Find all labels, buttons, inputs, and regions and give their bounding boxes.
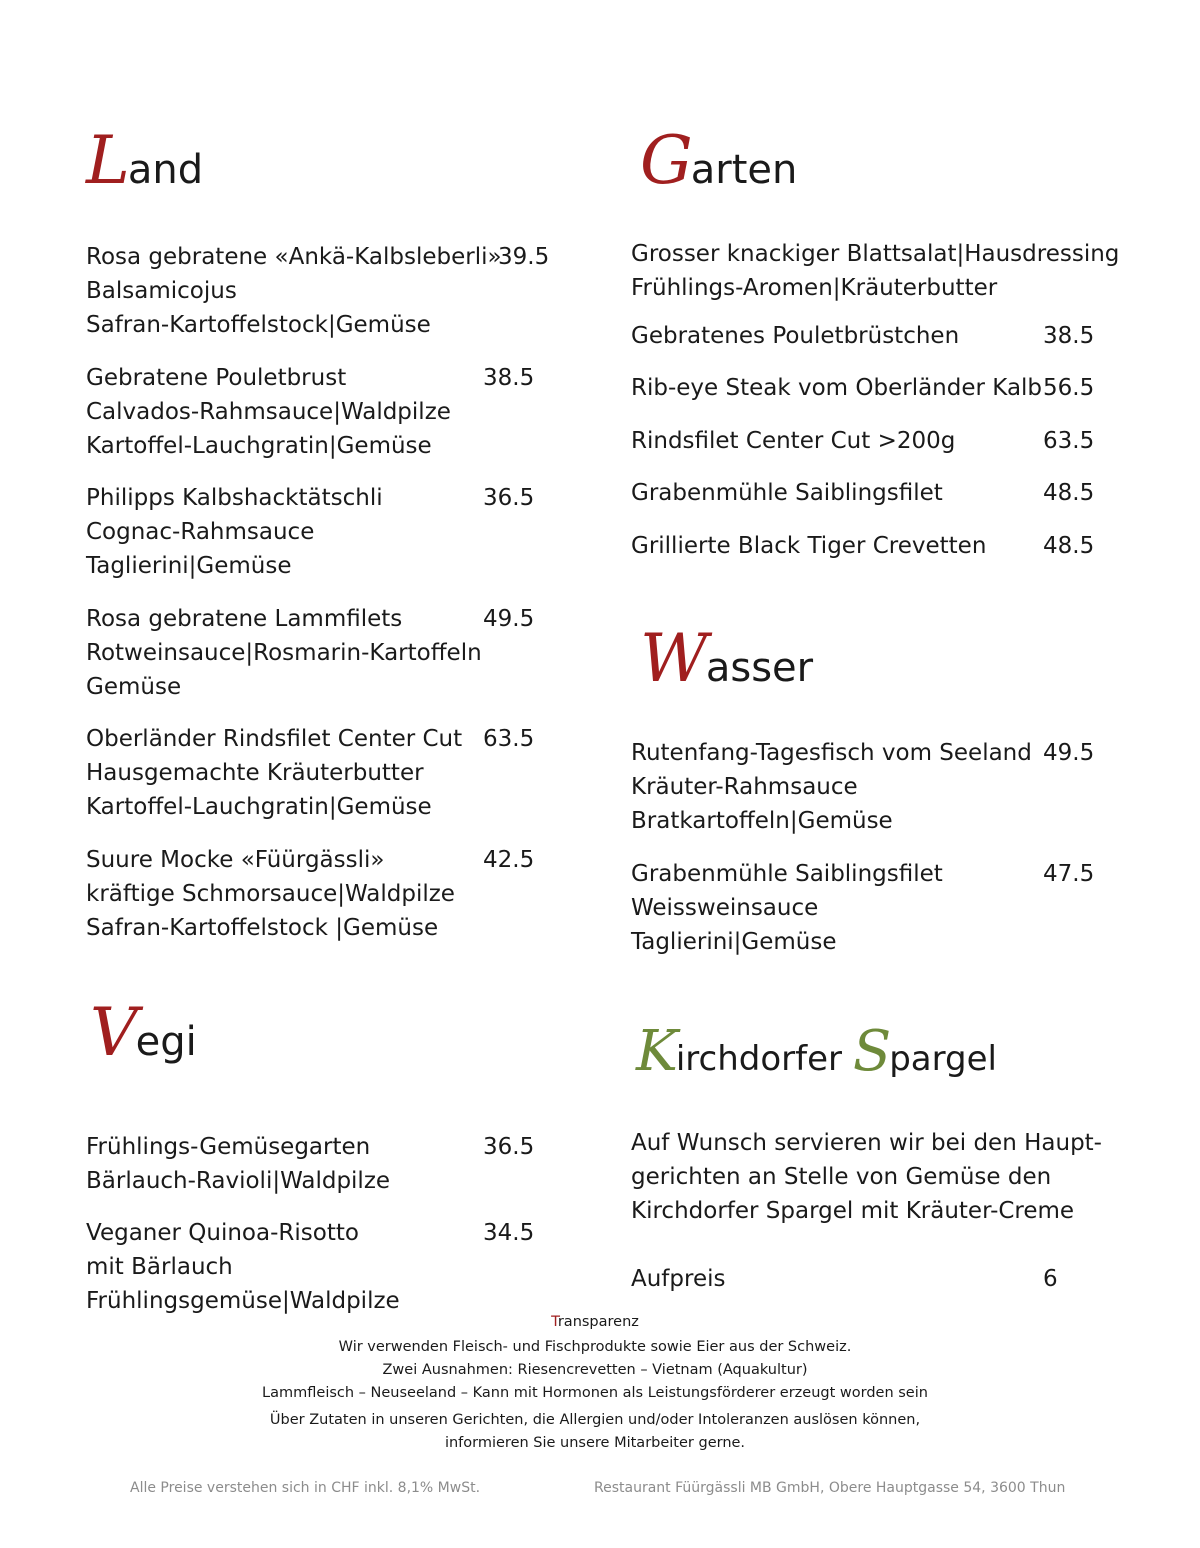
menu-item [631,237,1120,305]
dish-price: 63.5 [483,726,535,752]
heading-wasser-initial: W [640,620,706,697]
heading-wasser-rest: asser [705,645,814,691]
menu-item [86,1130,546,1198]
dish-detail: Kräuter-Rahmsauce [631,774,858,800]
transparency-line: informieren Sie unsere Mitarbeiter gerne. [444,1435,746,1451]
dish-detail: Balsamicojus [86,278,237,304]
dish-detail: Safran-Kartoffelstock|Gemüse [86,312,431,338]
dish-name: Oberländer Rindsfilet Center Cut [86,726,463,752]
transparency-title-rest: ransparenz [557,1314,639,1330]
dish-name: Veganer Quinoa-Risotto [86,1220,359,1246]
transparency-line: Wir verwenden Fleisch- und Fischprodukte sowie Eier aus der Schweiz. [338,1339,852,1355]
dish-price: 56.5 [1043,375,1095,401]
dish-detail: Kartoffel-Lauchgratin|Gemüse [86,433,432,459]
menu-item [631,476,1101,510]
dish-detail: Taglierini|Gemüse [86,553,292,579]
dish-price: 63.5 [1043,428,1095,454]
heading-spargel-initial-k: K [636,1019,676,1084]
dish-detail: Cognac-Rahmsauce [86,519,315,545]
heading-land [86,122,204,199]
dish-name: Grabenmühle Saiblingsfilet [631,861,943,887]
menu-item [86,722,546,824]
menu-item [631,736,1101,838]
dish-detail: Bärlauch-Ravioli|Waldpilze [86,1168,391,1194]
dish-price: 36.5 [483,485,535,511]
dish-name: Rindsfilet Center Cut >200g [631,428,956,454]
dish-detail: Frühlings-Aromen|Kräuterbutter [631,275,998,301]
spargel-description-line: gerichten an Stelle von Gemüse den [631,1164,1052,1190]
dish-detail: kräftige Schmorsauce|Waldpilze [86,881,455,907]
dish-name: Suure Mocke «Füürgässli» [86,847,385,873]
transparency-title [0,1312,1190,1332]
dish-price: 34.5 [483,1220,535,1246]
spargel-description-line: Kirchdorfer Spargel mit Kräuter-Creme [631,1198,1075,1224]
dish-detail: Taglierini|Gemüse [631,929,837,955]
menu-item [631,857,1101,959]
heading-vegi [90,994,197,1071]
transparency-line: Lammfleisch – Neuseeland – Kann mit Hormonen als Leistungsförderer erzeugt worden sein [262,1385,928,1401]
dish-name: Rosa gebratene Lammfilets [86,606,403,632]
menu-item [86,240,556,342]
dish-price: 38.5 [483,365,535,391]
menu-item [86,843,546,945]
heading-garten [640,122,798,199]
dish-price: 49.5 [483,606,535,632]
dish-detail: Bratkartoffeln|Gemüse [631,808,893,834]
dish-detail: mit Bärlauch [86,1254,233,1280]
transparency-notes [0,1312,1190,1455]
dish-price: 42.5 [483,847,535,873]
menu-item [86,602,546,704]
dish-detail: Kartoffel-Lauchgratin|Gemüse [86,794,432,820]
dish-price: 48.5 [1043,533,1095,559]
heading-garten-initial: G [640,122,691,199]
dish-price: 48.5 [1043,480,1095,506]
menu-item [631,529,1101,563]
dish-detail: Safran-Kartoffelstock |Gemüse [86,915,439,941]
spargel-description [631,1126,1121,1228]
footer-vat-note: Alle Preise verstehen sich in CHF inkl. 8,1% MwSt. [130,1480,481,1496]
dish-detail: Gemüse [86,674,182,700]
dish-detail: Frühlingsgemüse|Waldpilze [86,1288,400,1314]
heading-spargel [636,1019,997,1084]
dish-name: Rosa gebratene «Ankä-Kalbsleberli» [86,244,502,270]
heading-spargel-rest-2: pargel [889,1039,997,1079]
dish-price: 36.5 [483,1134,535,1160]
heading-spargel-rest-1: irchdorfer [675,1039,853,1079]
menu-item [631,319,1101,353]
dish-price: 47.5 [1043,861,1095,887]
dish-name: Gebratenes Pouletbrüstchen [631,323,960,349]
menu-item [86,361,546,463]
dish-name: Rib-eye Steak vom Oberländer Kalb [631,375,1043,401]
dish-name: Gebratene Pouletbrust [86,365,347,391]
dish-name: Philipps Kalbshacktätschli [86,485,383,511]
dish-price: 39.5 [498,244,550,270]
heading-land-rest: and [127,147,204,193]
transparency-title-initial: T [551,1314,558,1330]
dish-name: Grosser knackiger Blattsalat|Hausdressing [631,241,1120,267]
transparency-line: Zwei Ausnahmen: Riesencrevetten – Vietnam (Aquakultur) [382,1362,808,1378]
transparency-line: Über Zutaten in unseren Gerichten, die Allergien und/oder Intoleranzen auslösen können, [269,1412,921,1428]
dish-detail: Hausgemachte Kräuterbutter [86,760,424,786]
dish-price: 49.5 [1043,740,1095,766]
dish-name: Rutenfang-Tagesfisch vom Seeland [631,740,1032,766]
menu-item [631,424,1101,458]
dish-name: Frühlings-Gemüsegarten [86,1134,371,1160]
dish-name: Grillierte Black Tiger Crevetten [631,533,987,559]
spargel-description-line: Auf Wunsch servieren wir bei den Haupt- [631,1130,1102,1156]
footer-address: Restaurant Füürgässli MB GmbH, Obere Hauptgasse 54, 3600 Thun [594,1480,1066,1496]
menu-item [631,371,1101,405]
heading-vegi-rest: egi [135,1019,197,1065]
menu-item [86,481,546,583]
dish-name: Grabenmühle Saiblingsfilet [631,480,943,506]
heading-wasser [640,620,814,697]
heading-garten-rest: arten [690,147,798,193]
dish-detail: Weissweinsauce [631,895,819,921]
surcharge-price: 6 [1043,1266,1058,1292]
dish-detail: Calvados-Rahmsauce|Waldpilze [86,399,451,425]
spargel-surcharge [631,1262,1101,1296]
dish-price: 38.5 [1043,323,1095,349]
heading-vegi-initial: V [90,994,136,1071]
surcharge-label: Aufpreis [631,1266,726,1292]
heading-spargel-initial-s: S [852,1019,890,1084]
dish-detail: Rotweinsauce|Rosmarin-Kartoffeln [86,640,482,666]
heading-land-initial: L [86,122,128,199]
menu-item [86,1216,546,1318]
